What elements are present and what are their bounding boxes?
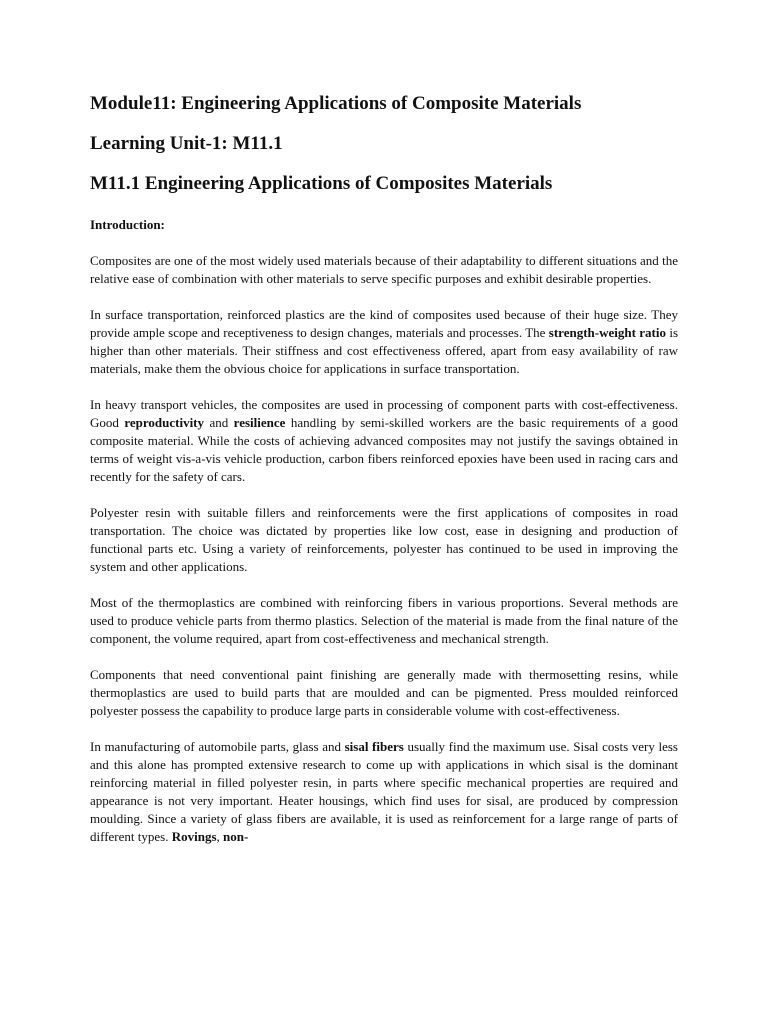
module-title: Module11: Engineering Applications of Composite Materials [90,93,582,114]
paragraph-6: Components that need conventional paint finishing are generally made with thermosetting resins, while thermoplastics are used to build parts that are moulded and can be pigmented. Press moulded reinforced polyester possess the capability to produce large parts in considerable volume with cost-effectiveness. [90,667,678,718]
paragraph-7-text-c: usually find the maximum use. Sisal costs very less and this alone has prompted extensive research to come up with applications in which sisal is the dominant reinforcing material in filled polyester resin, in parts where specific mechanical properties are required and appearance is not very important. Heater housings, which find uses for sisal, are produced by compression moulding. Since a variety of glass fibers are available, it is used as reinforcement for a large range of parts of different types. [90,739,678,844]
paragraph-7-text-a: In manufacturing of automobile parts, glass and [90,739,345,754]
paragraph-2-text-c: is higher than other materials. Their stiffness and cost effectiveness offered, apart from easy availability of raw materials, make them the obvious choice for applications in surface transportation. [90,325,679,376]
paragraph-7 [90,738,678,846]
paragraph-3-text-c: and [204,415,234,430]
introduction-heading: Introduction: [90,217,165,232]
unit-title: Learning Unit-1: M11.1 [90,133,283,154]
paragraph-3-text-a: In heavy transport vehicles, the composites are used in processing of component parts with cost-effectiveness. Good [90,397,678,430]
term-rovings: Rovings [171,829,217,844]
paragraph-4: Polyester resin with suitable fillers and reinforcements were the first applications of composites in road transportation. The choice was dictated by properties like low cost, ease in designing and production of functional parts etc. Using a variety of reinforcements, polyester has continued to be used in improving the system and other applications. [90,505,678,574]
term-resilience: resilience [233,415,286,430]
paragraph-7-text-d: , [216,829,224,844]
term-strength-weight-ratio: strength-weight ratio [548,325,666,340]
section-title: M11.1 Engineering Applications of Composites Materials [90,173,553,194]
paragraph-2-text-a: In surface transportation, reinforced plastics are the kind of composites used because of their huge size. They provide ample scope and receptiveness to design changes, materials and processes. The [90,307,678,340]
paragraph-3 [90,396,678,486]
paragraph-3-text-d: handling by semi-skilled workers are the basic requirements of a good composite material. While the costs of achieving advanced composites may not justify the savings obtained in terms of weight vis-a-vis vehicle production, carbon fibers reinforced epoxies have been used in racing cars and recently for the safety of cars. [90,415,678,484]
term-reproductivity: reproductivity [124,415,205,430]
term-sisal-fibers: sisal fibers [344,739,404,754]
paragraph-1: Composites are one of the most widely used materials because of their adaptability to different situations and the relative ease of combination with other materials to serve specific purposes and exhibit desirable properties. [90,253,678,286]
term-non: non- [223,829,249,844]
paragraph-5: Most of the thermoplastics are combined with reinforcing fibers in various proportions. Several methods are used to produce vehicle parts from thermo plastics. Selection of the material is made from the final nature of the component, the volume required, apart from cost-effectiveness and mechanical strength. [90,595,678,646]
paragraph-2 [90,306,678,378]
